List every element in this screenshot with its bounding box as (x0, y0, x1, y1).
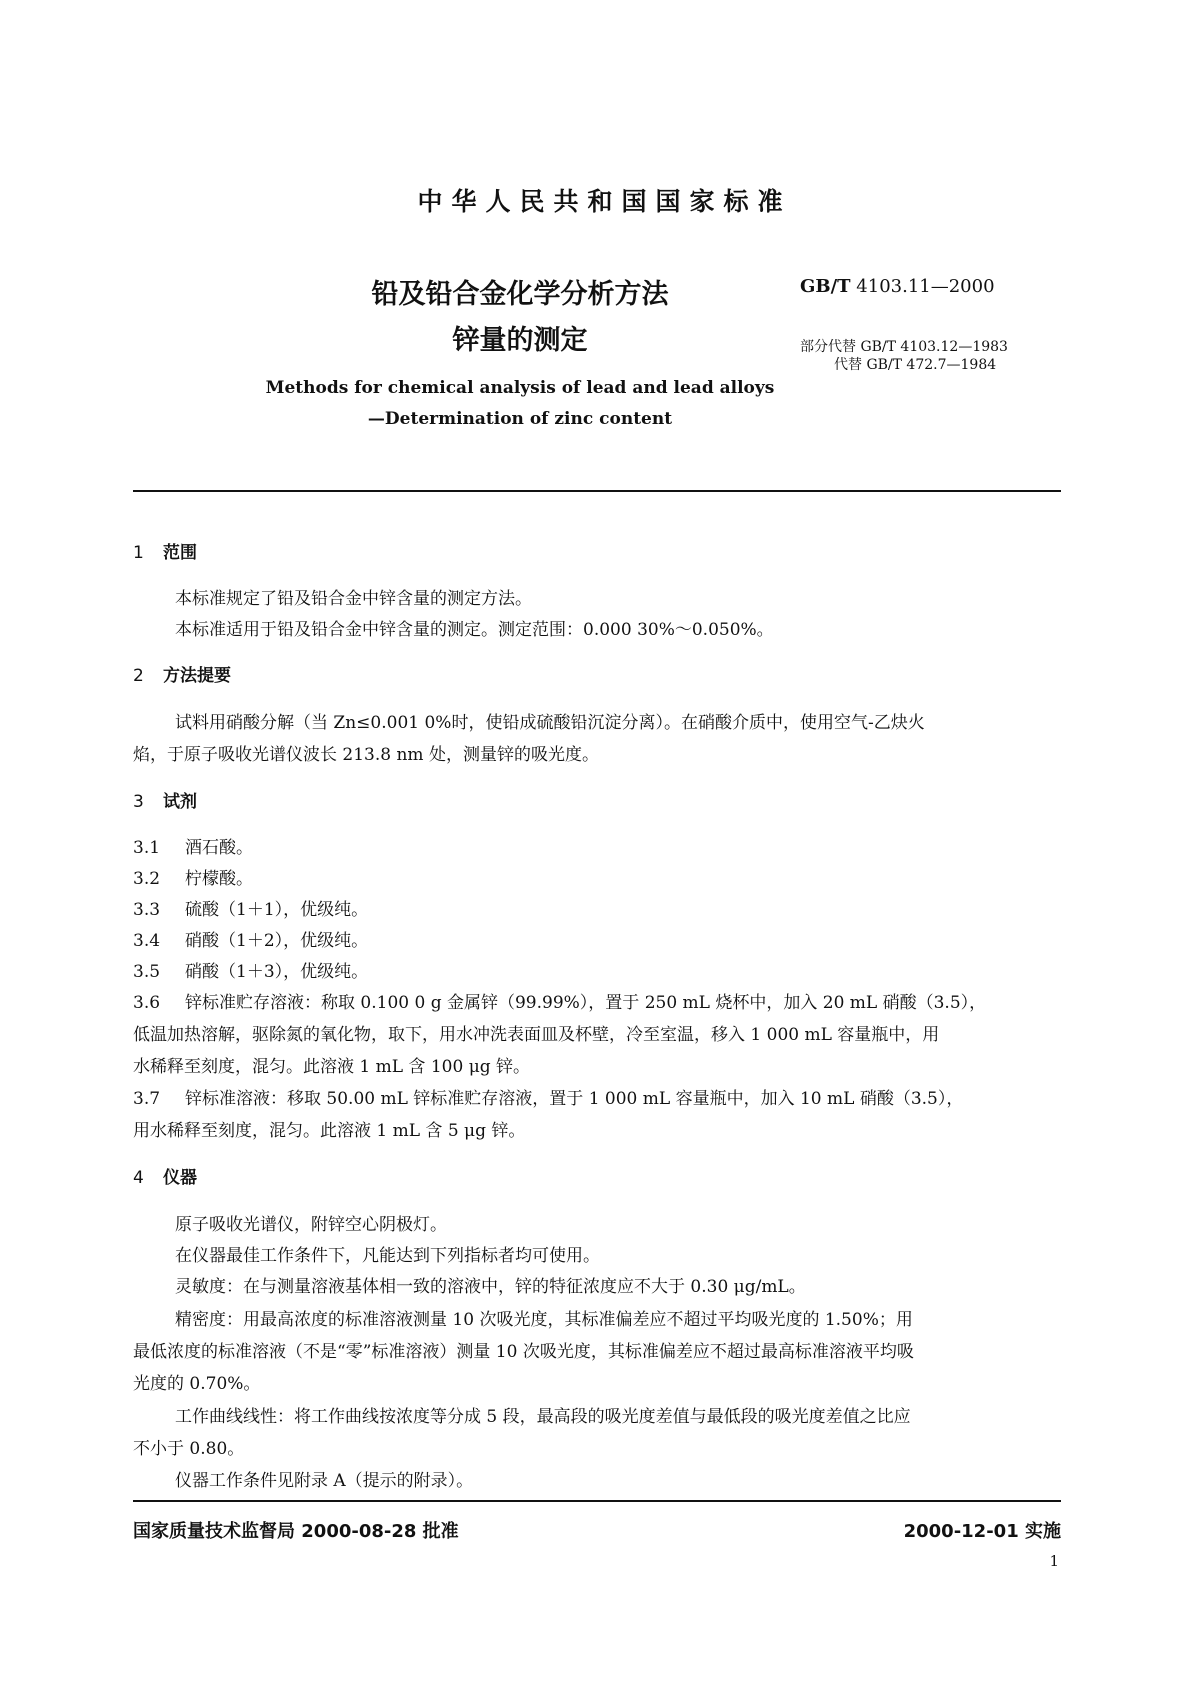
reagent-text-continued: 用水稀释至刻度，混匀。此溶液 1 mL 含 5 μg 锌。 (133, 1121, 526, 1141)
effective-date: 2000-12-01 实施 (903, 1521, 1061, 1542)
section-heading-apparatus (133, 1163, 197, 1188)
method-summary-line-1: 试料用硝酸分解（当 Zn≤0.001 0%时，使铅成硫酸铅沉淀分离）。在硝酸介质中，使用空气-乙炔火 (175, 713, 925, 733)
section-number: 2 (133, 666, 144, 686)
apparatus-conditions-note: 仪器工作条件见附录 A（提示的附录）。 (175, 1471, 474, 1491)
scope-paragraph-2: 本标准适用于铅及铅合金中锌含量的测定。测定范围：0.000 30%～0.050%。 (175, 620, 774, 640)
reagent-number: 3.1 (133, 838, 161, 858)
page-number: 1 (1049, 1552, 1059, 1570)
section-heading-method-summary (133, 661, 231, 686)
precision-line-2: 最低浓度的标准溶液（不是“零”标准溶液）测量 10 次吸光度，其标准偏差应不超过最高标准溶液平均吸 (133, 1342, 914, 1362)
reagent-text: 硝酸（1＋3），优级纯。 (185, 962, 369, 982)
precision-line-3: 光度的 0.70%。 (133, 1374, 261, 1394)
replaces-note-2: 代替 GB/T 472.7—1984 (834, 357, 997, 373)
scope-paragraph-1: 本标准规定了铅及铅合金中锌含量的测定方法。 (175, 589, 532, 609)
precision-line-1: 精密度：用最高浓度的标准溶液测量 10 次吸光度，其标准偏差应不超过平均吸光度的 1.50%；用 (175, 1310, 913, 1330)
section-title: 方法提要 (163, 666, 231, 686)
standard-code-number: 4103.11—2000 (856, 276, 995, 297)
section-number: 1 (133, 543, 144, 563)
reagent-text-continued: 低温加热溶解，驱除氮的氧化物，取下，用水冲洗表面皿及杯壁，冷至室温，移入 1 000 mL 容量瓶中，用 (133, 1025, 940, 1045)
reagent-number: 3.5 (133, 962, 161, 982)
reagent-number: 3.7 (133, 1089, 161, 1109)
section-title: 范围 (163, 543, 197, 563)
reagent-number: 3.2 (133, 869, 161, 889)
reagent-text: 锌标准贮存溶液：称取 0.100 0 g 金属锌（99.99%），置于 250 mL 烧杯中，加入 20 mL 硝酸（3.5）， (185, 993, 987, 1013)
reagent-number: 3.3 (133, 900, 161, 920)
reagent-item (133, 926, 368, 951)
reagent-item (133, 833, 253, 858)
linearity-line-1: 工作曲线线性：将工作曲线按浓度等分成 5 段，最高段的吸光度差值与最低段的吸光度差值之比应 (175, 1407, 911, 1427)
footer-divider (133, 1500, 1061, 1502)
reagent-item (133, 957, 368, 982)
document-title: 铅及铅合金化学分析方法 (371, 279, 669, 310)
reagent-item-zinc-standard (133, 1084, 963, 1109)
reagent-item-zinc-stock (133, 988, 986, 1013)
reagent-text: 柠檬酸。 (185, 869, 253, 889)
reagent-text-continued: 水稀释至刻度，混匀。此溶液 1 mL 含 100 μg 锌。 (133, 1057, 531, 1077)
reagent-item (133, 895, 368, 920)
national-standard-header: 中华人民共和国国家标准 (417, 187, 792, 216)
reagent-text: 硝酸（1＋2），优级纯。 (185, 931, 369, 951)
replaces-note-1: 部分代替 GB/T 4103.12—1983 (800, 339, 1008, 355)
section-heading-reagents (133, 787, 197, 812)
standard-code (800, 276, 995, 297)
reagent-number: 3.4 (133, 931, 161, 951)
section-heading-scope (133, 538, 197, 563)
section-title: 仪器 (163, 1168, 197, 1188)
reagent-number: 3.6 (133, 993, 161, 1013)
section-title: 试剂 (163, 792, 197, 812)
section-number: 4 (133, 1168, 144, 1188)
reagent-text: 酒石酸。 (185, 838, 253, 858)
linearity-line-2: 不小于 0.80。 (133, 1439, 245, 1459)
english-subtitle: —Determination of zinc content (367, 409, 673, 429)
header-divider (133, 490, 1061, 492)
sensitivity-paragraph: 灵敏度：在与测量溶液基体相一致的溶液中，锌的特征浓度应不大于 0.30 μg/mL。 (175, 1277, 806, 1297)
section-number: 3 (133, 792, 144, 812)
apparatus-paragraph: 原子吸收光谱仪，附锌空心阴极灯。 (175, 1215, 447, 1235)
english-title: Methods for chemical analysis of lead and lead alloys (265, 378, 775, 398)
standard-code-prefix: GB/T (800, 276, 851, 297)
document-subtitle: 锌量的测定 (452, 325, 588, 356)
reagent-text: 锌标准溶液：移取 50.00 mL 锌标准贮存溶液，置于 1 000 mL 容量瓶中，加入 10 mL 硝酸（3.5）， (185, 1089, 964, 1109)
apparatus-paragraph: 在仪器最佳工作条件下，凡能达到下列指标者均可使用。 (175, 1246, 600, 1266)
approval-statement: 国家质量技术监督局 2000-08-28 批准 (133, 1521, 459, 1542)
method-summary-line-2: 焰，于原子吸收光谱仪波长 213.8 nm 处，测量锌的吸光度。 (133, 745, 599, 765)
reagent-text: 硫酸（1＋1），优级纯。 (185, 900, 369, 920)
reagent-item (133, 864, 253, 889)
